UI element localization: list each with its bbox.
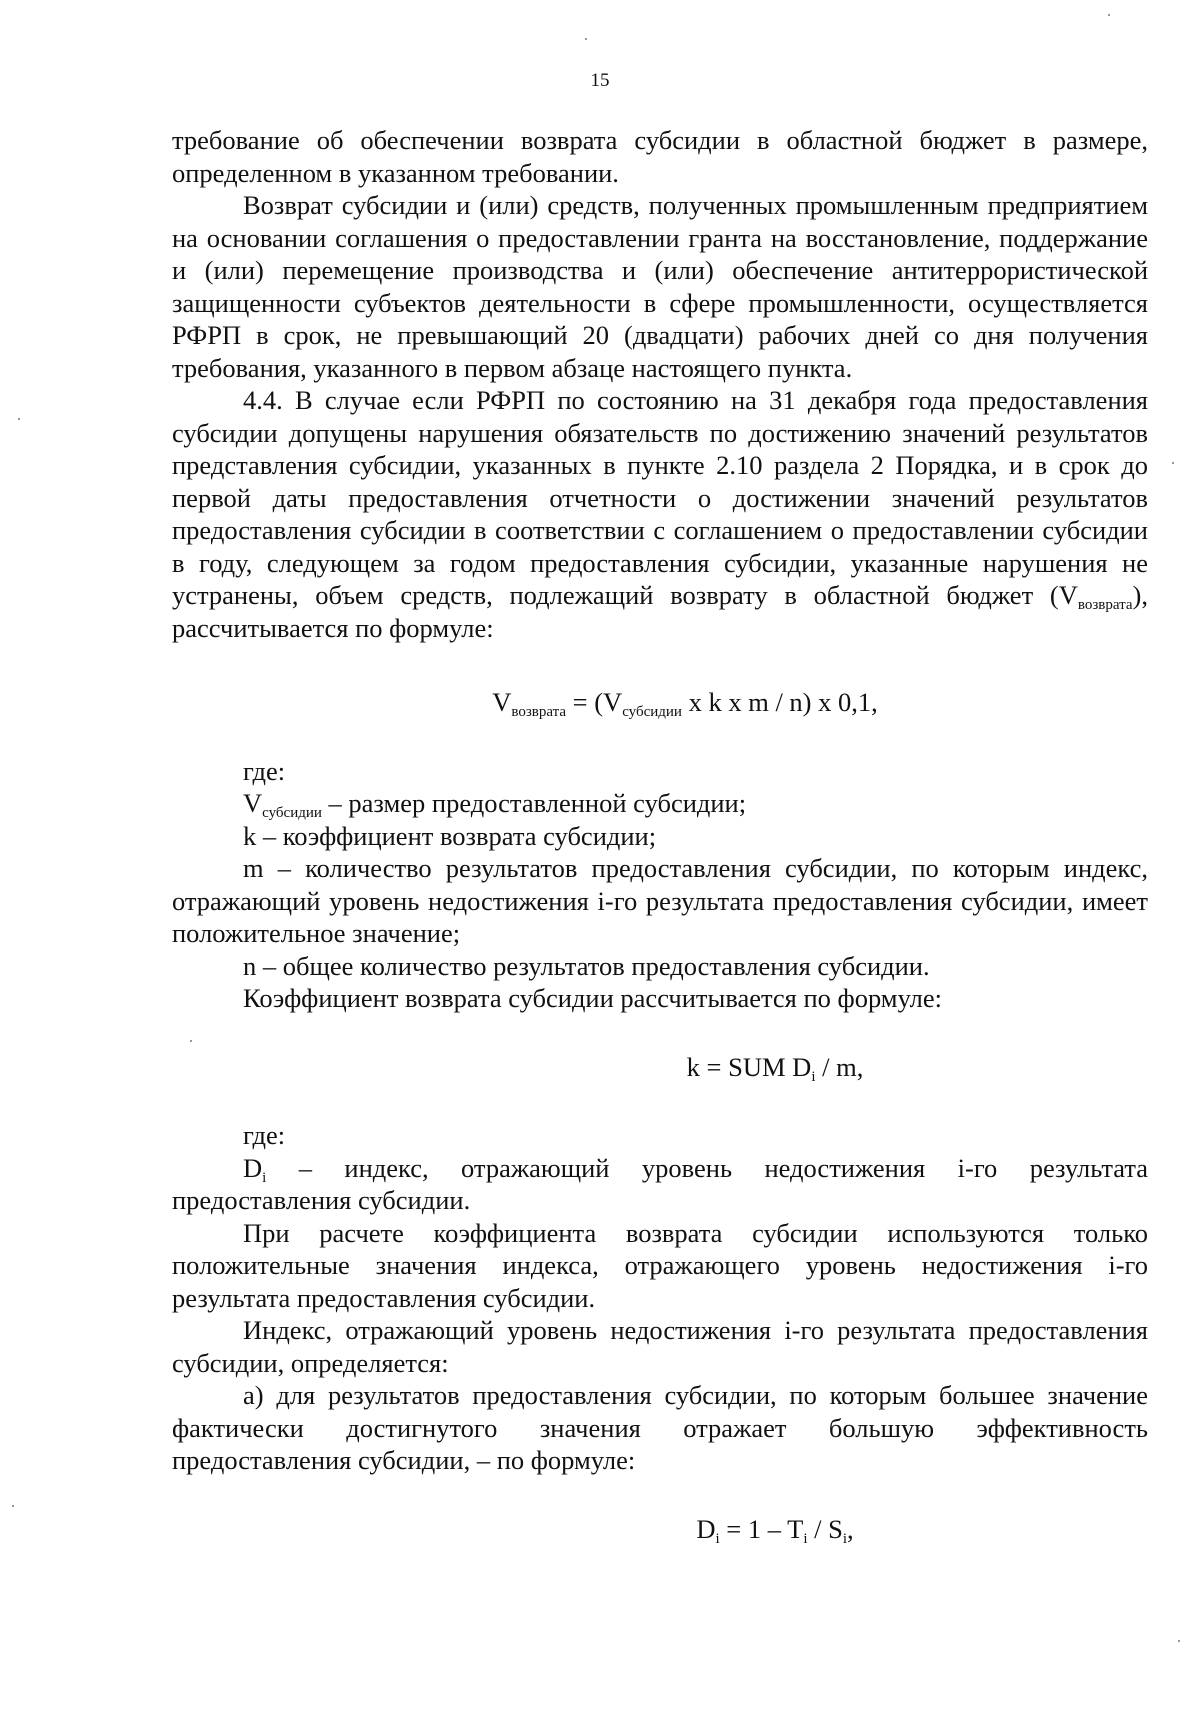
formula-part: = (V	[566, 687, 623, 717]
scan-speck	[18, 418, 20, 420]
formula-subscript: i	[803, 1530, 808, 1547]
formula-subscript: субсидии	[622, 704, 682, 720]
definition-k: k – коэффициент возврата субсидии;	[243, 820, 657, 851]
formula-k	[172, 1051, 1148, 1084]
paragraph-4-4	[172, 384, 1148, 644]
paragraph-item-a: а) для результатов предоставления субсидии, по которым большее значение фактически достигнутого значения отражает большую эффективность предоставления субсидии, – по формуле:	[172, 1380, 1148, 1475]
scan-speck	[190, 1040, 192, 1042]
formula-part: / m,	[815, 1051, 864, 1082]
scan-speck	[12, 1505, 14, 1507]
page-number: 15	[590, 70, 610, 91]
paragraph-positive-values: При расчете коэффициента возврата субсидии используются только положительные значения индекса, отражающего уровень недостижения i-го результата предоставления субсидии.	[172, 1217, 1148, 1313]
where-label: где:	[243, 755, 286, 786]
definition-v-subsidy	[172, 787, 1148, 820]
document-body	[172, 124, 1148, 1545]
formula-part: D	[696, 1513, 716, 1544]
paragraph-4-4-tail: ), рассчитывается по формуле:	[172, 580, 1148, 643]
definition-symbol: V	[243, 788, 263, 818]
formula-subscript: i	[842, 1530, 848, 1547]
subscript-vozvrata: возврата	[1077, 597, 1133, 613]
formula-part: / S	[807, 1513, 843, 1544]
definition-n: n – общее количество результатов предоставления субсидии.	[243, 950, 930, 981]
formula-subscript: возврата	[511, 704, 567, 720]
formula-part: = 1 – T	[719, 1513, 804, 1544]
formula-subscript: i	[811, 1068, 816, 1085]
scan-speck	[585, 38, 587, 40]
formula-part: ,	[847, 1513, 854, 1544]
scan-speck	[1172, 462, 1174, 464]
definition-text: – размер предоставленной субсидии;	[321, 788, 747, 818]
where-label-2: где:	[243, 1120, 286, 1150]
definition-text: – индекс, отражающий уровень недостижения i-го результата предоставления субсидии.	[172, 1152, 1148, 1215]
paragraph-requirement: требование об обеспечении возврата субсидии в областной бюджет в размере, определенном в указанном требовании.	[172, 125, 1148, 188]
formula-v-return	[172, 686, 1148, 719]
formula-part: k = SUM D	[686, 1051, 812, 1082]
definition-subscript: субсидии	[262, 805, 322, 821]
k-formula-intro: Коэффициент возврата субсидии рассчитывается по формуле:	[243, 983, 943, 1013]
formula-symbol-v: V	[492, 687, 512, 717]
definition-m: m – количество результатов предоставления субсидии, по которым индекс, отражающий уровень недостижения i-го результата предоставления субсидии, имеет положительное значение;	[172, 853, 1148, 948]
definition-symbol: D	[243, 1152, 263, 1183]
formula-d	[172, 1513, 1148, 1546]
scan-speck	[1178, 1640, 1180, 1642]
scan-speck	[1108, 14, 1110, 16]
paragraph-return-grant: Возврат субсидии и (или) средств, полученных промышленным предприятием на основании соглашения о предоставлении гранта на восстановление, поддержание и (или) перемещение производства и (или) обеспечение антитеррористической защищенности субъектов деятельности в сфере промышленности, осуществляется РФРП в срок, не превышающий 20 (двадцати) рабочих дней со дня получения требования, указанного в первом абзаце настоящего пункта.	[172, 190, 1148, 383]
paragraph-index-defined: Индекс, отражающий уровень недостижения i-го результата предоставления субсидии, определяется:	[172, 1315, 1148, 1378]
definition-subscript: i	[262, 1169, 267, 1186]
formula-part: x k x m / n) x 0,1,	[681, 687, 878, 717]
paragraph-4-4-text: 4.4. В случае если РФРП по состоянию на 31 декабря года предоставления субсидии допущены нарушения обязательств по достижению значений результатов представления субсидии, указанных в пункте 2.10 раздела 2 Порядка, и в срок до первой даты предоставления отчетности о достижении значений результатов предоставления субсидии в соответствии с соглашением о предоставлении субсидии в году, следующем за годом предоставления субсидии, указанные нарушения не устранены, объем средств, подлежащий возврату в областной бюджет (V	[172, 385, 1148, 610]
definition-d	[172, 1152, 1148, 1217]
formula-subscript: i	[715, 1530, 720, 1547]
